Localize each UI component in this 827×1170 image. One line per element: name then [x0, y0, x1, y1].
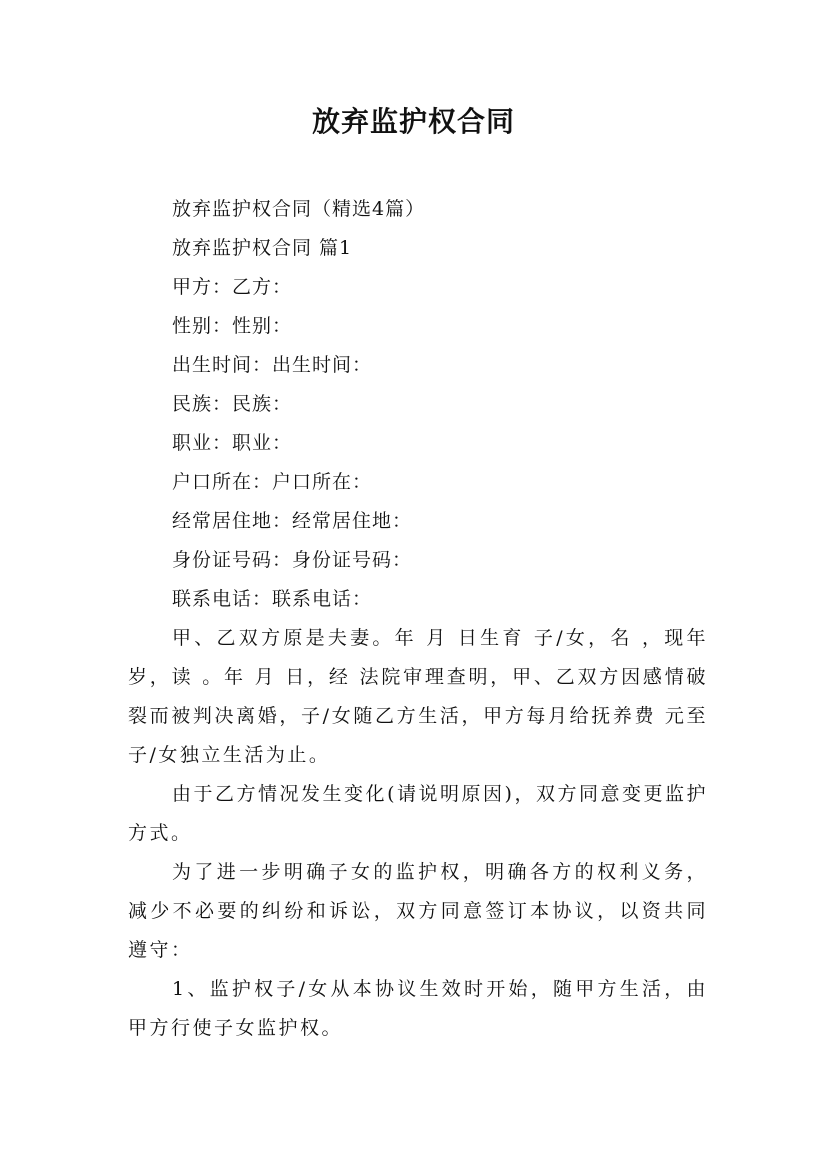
paragraph-purpose: 为了进一步明确子女的监护权，明确各方的权利义务，减少不必要的纠纷和诉讼，双方同意签订本协议，以资共同遵守： [128, 861, 708, 961]
subtitle-line: 放弃监护权合同（精选4篇） [172, 198, 426, 220]
document-title: 放弃监护权合同 [311, 105, 515, 138]
paragraph-background: 甲、乙双方原是夫妻。年 月 日生育 子/女，名 ，现年 岁，读 。年 月 日，经 法院审理查明，甲、乙双方因感情破裂而被判决离婚，子/女随乙方生活，甲方每月给抚养费 元至子/女独立生活为止。 [128, 627, 708, 766]
household-registration-line: 户口所在：户口所在： [172, 471, 373, 493]
residence-line: 经常居住地：经常居住地： [172, 510, 413, 532]
section-heading: 放弃监护权合同 篇1 [172, 237, 353, 259]
document-body [128, 190, 708, 1048]
phone-line: 联系电话：联系电话： [172, 588, 373, 610]
gender-line: 性别：性别： [172, 315, 293, 337]
occupation-line: 职业：职业： [172, 432, 293, 454]
paragraph-change-reason: 由于乙方情况发生变化(请说明原因)，双方同意变更监护方式。 [128, 783, 708, 844]
ethnicity-line: 民族：民族： [172, 393, 293, 415]
birth-time-line: 出生时间：出生时间： [172, 354, 373, 376]
paragraph-clause-1: 1、监护权子/女从本协议生效时开始，随甲方生活，由甲方行使子女监护权。 [128, 978, 708, 1039]
id-number-line: 身份证号码：身份证号码： [172, 549, 413, 571]
party-line: 甲方：乙方： [172, 276, 293, 298]
